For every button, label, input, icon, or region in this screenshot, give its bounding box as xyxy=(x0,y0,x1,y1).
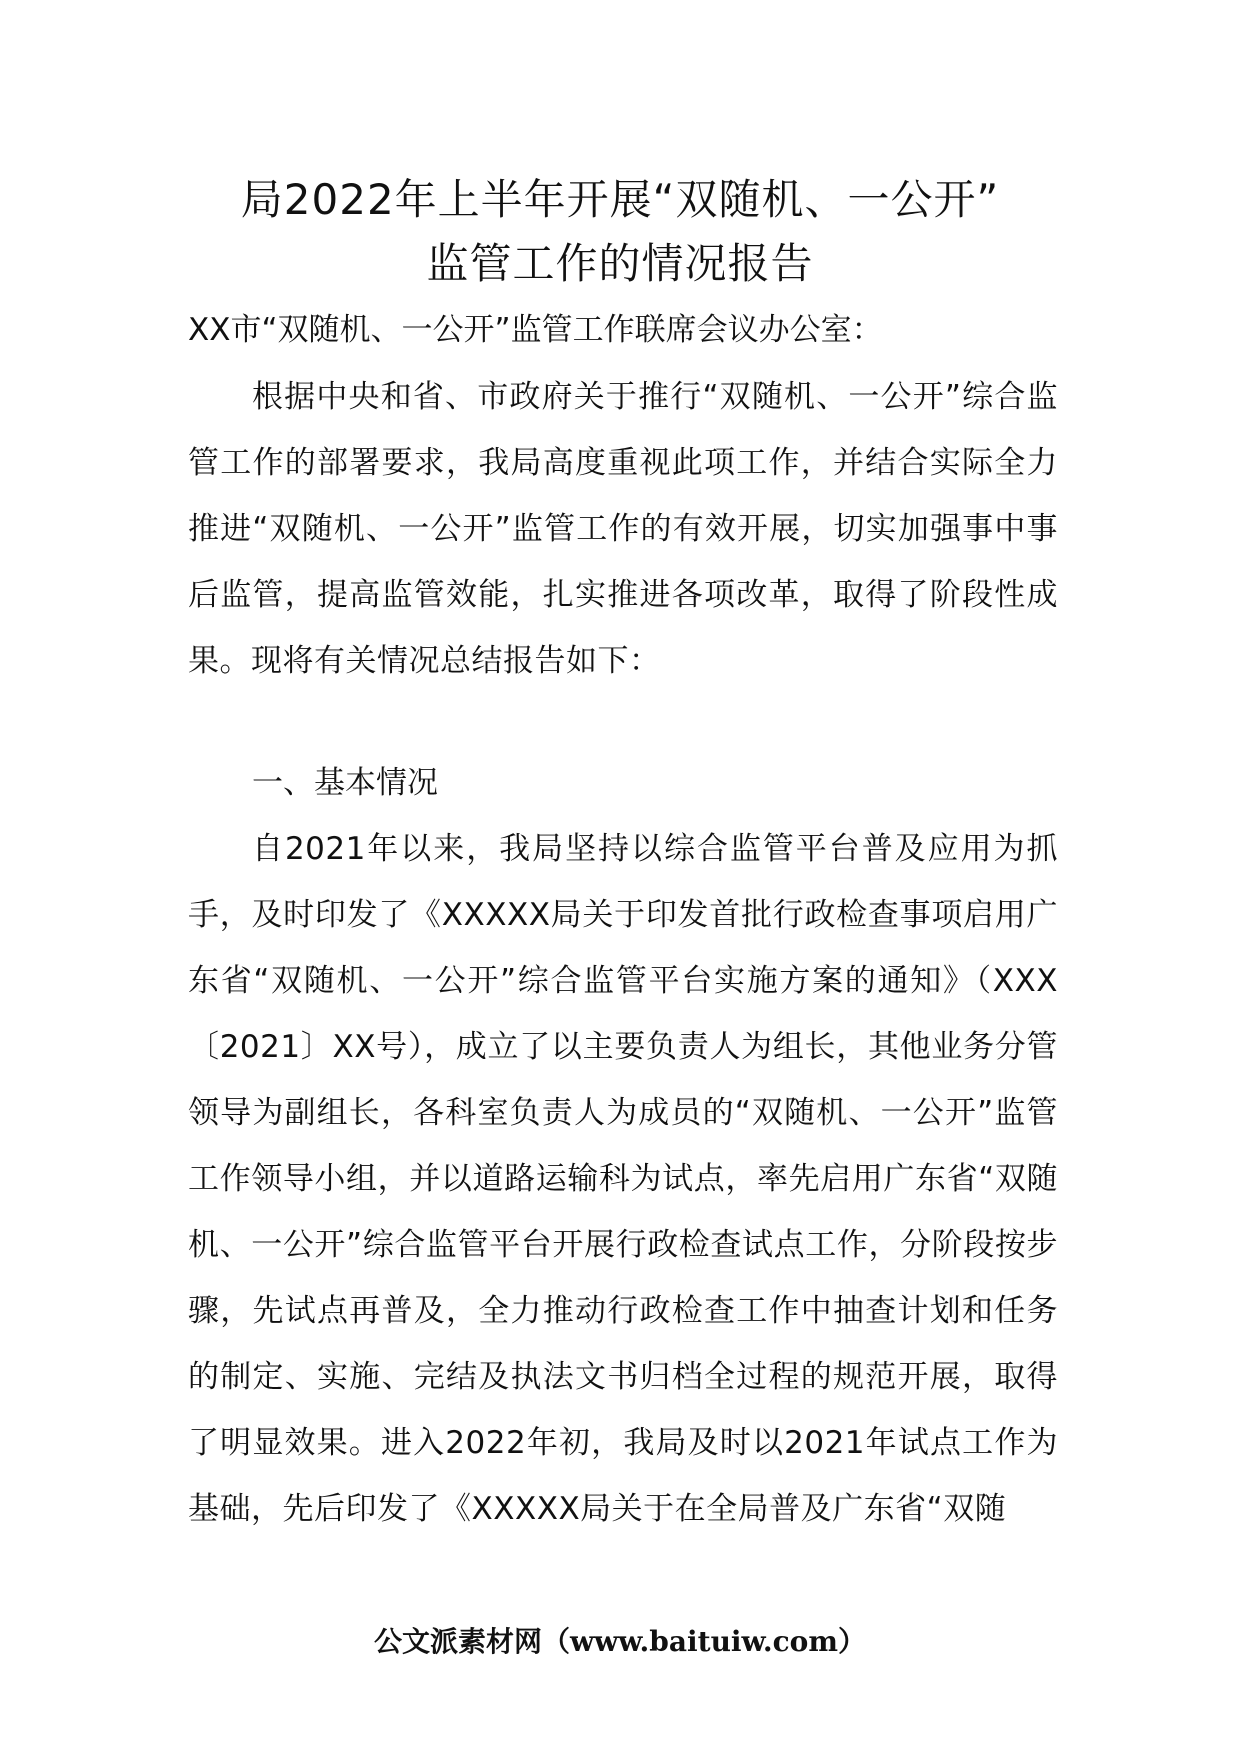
body-paragraph-2: 自2021年以来，我局坚持以综合监管平台普及应用为抓手，及时印发了《XXXXX局关于印发首批行政检查事项启用广东省“双随机、一公开”综合监管平台实施方案的通知》（XXX〔2021〕XX号），成立了以主要负责人为组长，其他业务分管领导为副组长，各科室负责人为成员的“双随机、一公开”监管工作领导小组，并以道路运输科为试点，率先启用广东省“双随机、一公开”综合监管平台开展行政检查试点工作，分阶段按步骤，先试点再普及，全力推动行政检查工作中抽查计划和任务的制定、实施、完结及执法文书归档全过程的规范开展，取得了明显效果。进入2022年初，我局及时以2021年试点工作为基础，先后印发了《XXXXX局关于在全局普及广东省“双随 xyxy=(188,831,1058,1527)
section-heading-basic-situation: 一、基本情况 xyxy=(252,765,438,801)
document-title-line-1: 局2022年上半年开展“双随机、一公开” xyxy=(240,175,1000,224)
footer-watermark: 公文派素材网（www.baituiw.com） xyxy=(374,1625,866,1658)
document-title-line-2: 监管工作的情况报告 xyxy=(426,239,814,288)
body-paragraph-1: 根据中央和省、市政府关于推行“双随机、一公开”综合监管工作的部署要求，我局高度重视此项工作，并结合实际全力推进“双随机、一公开”监管工作的有效开展，切实加强事中事后监管，提高监管效能，扎实推进各项改革，取得了阶段性成果。现将有关情况总结报告如下： xyxy=(188,379,1058,679)
addressee: XX市“双随机、一公开”监管工作联席会议办公室： xyxy=(188,312,883,348)
